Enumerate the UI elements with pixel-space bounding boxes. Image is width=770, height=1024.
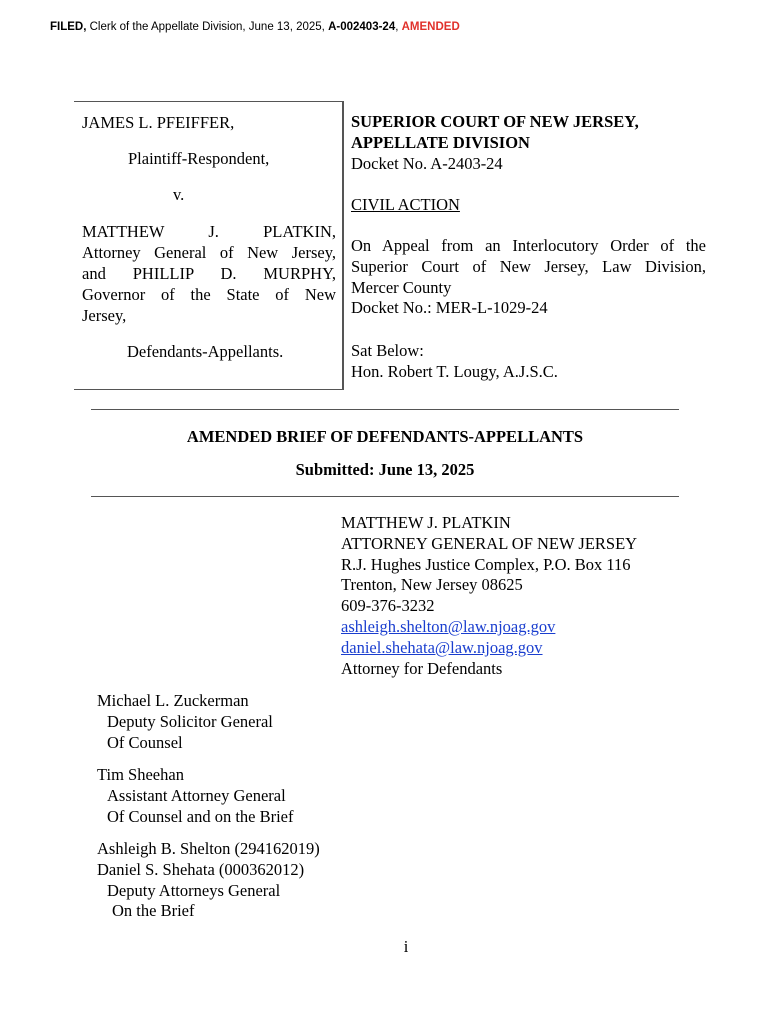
counsel-role: On the Brief: [112, 901, 195, 921]
defendants-line: MATTHEW J. PLATKIN,: [82, 222, 336, 241]
filed-clerk-text: Clerk of the Appellate Division, June 13, 2025,: [86, 21, 329, 33]
horizontal-rule: [91, 496, 679, 497]
filing-stamp: [50, 21, 460, 33]
page-number: i: [403, 937, 409, 956]
counsel-group: [97, 839, 320, 922]
counsel-entry: [97, 765, 294, 827]
counsel-name: Ashleigh B. Shelton (294162019): [97, 839, 320, 858]
submitted-date: Submitted: June 13, 2025: [295, 460, 475, 479]
judge-name: Hon. Robert T. Lougy, A.J.S.C.: [351, 361, 558, 381]
email-link-shelton[interactable]: ashleigh.shelton@law.njoag.gov: [341, 616, 556, 636]
sat-below-label: Sat Below:: [351, 341, 424, 360]
attorney-role: Attorney for Defendants: [341, 658, 503, 678]
attorney-block: [341, 513, 637, 679]
counsel-title: Assistant Attorney General: [107, 785, 286, 805]
appeal-block: [351, 236, 706, 319]
civil-action-label: [351, 195, 711, 216]
court-docket: Docket No. A-2403-24: [351, 153, 503, 173]
defendants-line: Governor of the State of New: [82, 285, 336, 304]
versus-label: v.: [173, 185, 185, 204]
filed-docket-number: A-002403-24: [328, 21, 396, 33]
attorney-phone: 609-376-3232: [341, 596, 435, 616]
filed-separator: ,: [395, 21, 402, 33]
counsel-entry: [97, 691, 273, 753]
appeal-line: Superior Court of New Jersey, Law Division,: [351, 256, 706, 276]
filed-label: FILED,: [50, 21, 87, 33]
defendants-role: Defendants-Appellants.: [127, 342, 284, 361]
appeal-docket: Docket No.: MER-L-1029-24: [351, 298, 548, 318]
court-name-line: APPELLATE DIVISION: [351, 132, 530, 152]
attorney-address-line: R.J. Hughes Justice Complex, P.O. Box 116: [341, 554, 631, 574]
counsel-title: Deputy Attorneys General: [107, 880, 281, 900]
attorney-title: ATTORNEY GENERAL OF NEW JERSEY: [341, 533, 638, 553]
plaintiff-role: Plaintiff-Respondent,: [128, 149, 270, 168]
defendants-line: Attorney General of New Jersey,: [82, 243, 336, 262]
counsel-title: Deputy Solicitor General: [107, 711, 273, 731]
attorney-address-line: Trenton, New Jersey 08625: [341, 575, 523, 595]
counsel-name: Michael L. Zuckerman: [97, 691, 249, 710]
court-block: [351, 112, 711, 174]
defendants-line: Jersey,: [82, 306, 127, 325]
counsel-role: Of Counsel and on the Brief: [107, 806, 294, 826]
defendants-block: [82, 221, 336, 326]
defendants-line: and PHILLIP D. MURPHY,: [82, 264, 336, 283]
horizontal-rule: [91, 409, 679, 410]
brief-title: AMENDED BRIEF OF DEFENDANTS-APPELLANTS: [186, 427, 584, 446]
plaintiff-name: JAMES L. PFEIFFER,: [82, 113, 235, 132]
court-name-line: SUPERIOR COURT OF NEW JERSEY,: [351, 112, 639, 131]
counsel-name: Daniel S. Shehata (000362012): [97, 859, 305, 879]
counsel-name: Tim Sheehan: [97, 765, 184, 784]
email-link-shehata[interactable]: daniel.shehata@law.njoag.gov: [341, 637, 543, 657]
amended-status-badge: AMENDED: [401, 21, 460, 33]
counsel-role: Of Counsel: [107, 732, 183, 752]
caption-divider: [342, 101, 344, 390]
civil-action-text: CIVIL ACTION: [351, 195, 460, 214]
sat-below-block: [351, 341, 711, 383]
appeal-line: Mercer County: [351, 277, 452, 297]
attorney-name: MATTHEW J. PLATKIN: [341, 513, 511, 532]
appeal-line: On Appeal from an Interlocutory Order of the: [351, 236, 706, 255]
